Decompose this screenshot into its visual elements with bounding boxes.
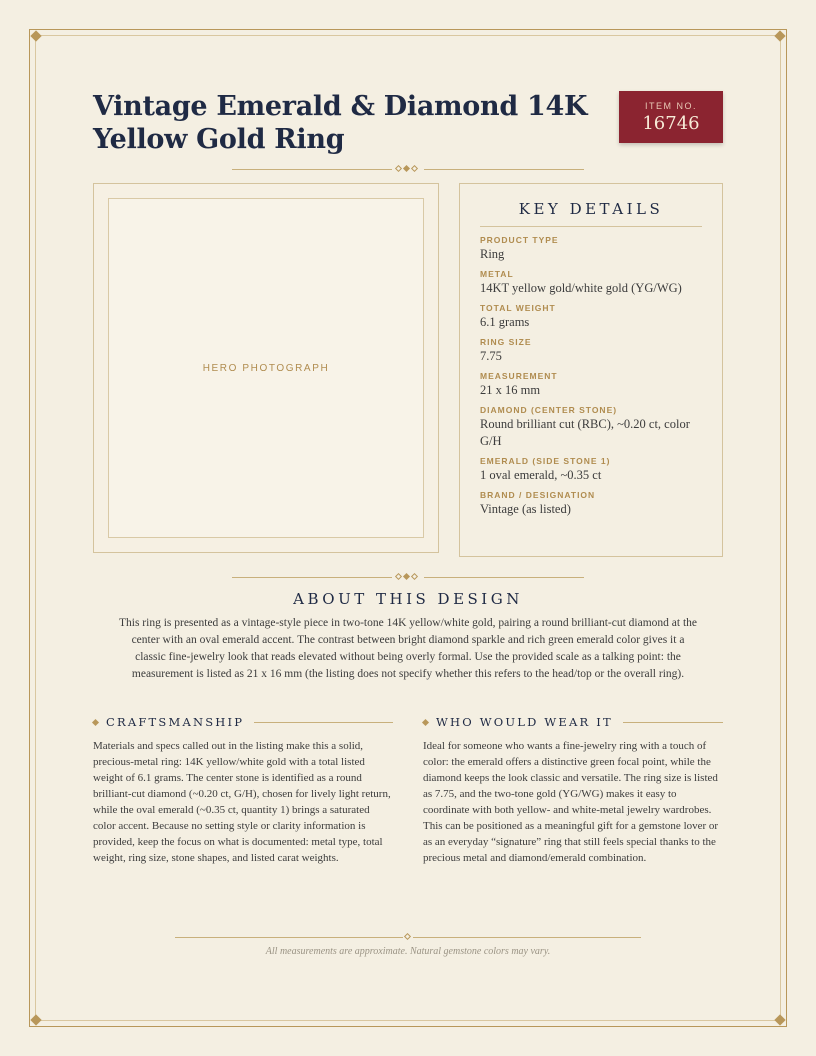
title-divider	[232, 165, 584, 173]
item-number-badge	[619, 91, 723, 143]
heading-rule	[623, 722, 723, 723]
craftsmanship-heading: CRAFTSMANSHIP	[106, 715, 245, 729]
who-would-wear-it-text: Ideal for someone who wants a fine-jewelry ring with a touch of color: the emerald offers a distinctive green focal point, while the diamond keeps the look classic and versatile. The ring size is listed as 7.75, and the two-tone gold (YG/WG) makes it easy to coordinate with both yellow- and white-metal jewelry wardrobes. This can be positioned as a meaningful gift for a gemstone lover or as an everyday “signature” ring that still feels special thanks to the precious metal and diamond/emerald combination.	[423, 740, 719, 864]
about-heading: ABOUT THIS DESIGN	[293, 590, 523, 608]
item-number: 16746	[642, 113, 700, 134]
item-number-label: ITEM NO.	[645, 101, 697, 111]
detail-value: 7.75	[480, 349, 502, 363]
detail-value: Round brilliant cut (RBC), ~0.20 ct, color G/H	[480, 417, 690, 448]
detail-row	[480, 337, 702, 365]
detail-label: RING SIZE	[480, 337, 532, 347]
detail-row	[480, 490, 702, 518]
key-details-panel	[459, 183, 723, 557]
detail-row	[480, 235, 702, 263]
detail-label: MEASUREMENT	[480, 371, 558, 381]
detail-value: Vintage (as listed)	[480, 502, 571, 516]
detail-label: EMERALD (SIDE STONE 1)	[480, 456, 611, 466]
hero-photo-label: HERO PHOTOGRAPH	[202, 362, 330, 374]
detail-label: PRODUCT TYPE	[480, 235, 559, 245]
detail-label: TOTAL WEIGHT	[480, 303, 556, 313]
detail-value: 6.1 grams	[480, 315, 530, 329]
page-title: Vintage Emerald & Diamond 14K Yellow Gold Ring	[93, 91, 588, 155]
detail-value: 1 oval emerald, ~0.35 ct	[480, 468, 602, 482]
detail-value: 14KT yellow gold/white gold (YG/WG)	[480, 281, 682, 295]
who-would-wear-it-section	[423, 714, 723, 866]
craftsmanship-section	[93, 714, 393, 866]
detail-row	[480, 456, 702, 484]
key-details-heading: KEY DETAILS	[480, 200, 702, 227]
detail-value: 21 x 16 mm	[480, 383, 541, 397]
who-would-wear-it-heading: WHO WOULD WEAR IT	[436, 715, 613, 729]
detail-row	[480, 269, 702, 297]
detail-label: DIAMOND (CENTER STONE)	[480, 405, 618, 415]
hero-photo-frame	[93, 183, 439, 553]
footer-divider	[175, 933, 641, 941]
diamond-bullet-icon	[92, 718, 99, 725]
craftsmanship-text: Materials and specs called out in the listing make this a solid, precious-metal ring: 14K yellow/white gold with a total listed weight of 6.1 grams. The center stone is identified as a round brilliant-cut diamond (~0.20 ct, G/H), chosen for lively light return, while the oval emerald (~0.35 ct, quantity 1) brings a saturated color accent. Because no setting style or clarity information is provided, keep the focus on what is documented: metal type, total weight, ring size, stone shapes, and listed carat weights.	[93, 740, 391, 864]
footer-disclaimer: All measurements are approximate. Natural gemstone colors may vary.	[265, 946, 551, 957]
hero-photo-placeholder	[108, 198, 424, 538]
section-divider	[232, 573, 584, 581]
detail-label: BRAND / DESIGNATION	[480, 490, 596, 500]
detail-row	[480, 303, 702, 331]
detail-value: Ring	[480, 247, 505, 261]
diamond-bullet-icon	[422, 718, 429, 725]
detail-row	[480, 371, 702, 399]
heading-rule	[254, 722, 393, 723]
about-text: This ring is presented as a vintage-style piece in two-tone 14K yellow/white gold, pairing a round brilliant-cut diamond at the center with an oval emerald accent. The contrast between bright diamond sparkle and rich green emerald color gives it a classic fine-jewelry look that reads elevated without being overly formal. Use the provided scale as a talking point: the measurement is listed as 21 x 16 mm (the listing does not specify whether this refers to the head/top or the overall ring).	[118, 617, 698, 680]
detail-label: METAL	[480, 269, 514, 279]
detail-row	[480, 405, 702, 450]
